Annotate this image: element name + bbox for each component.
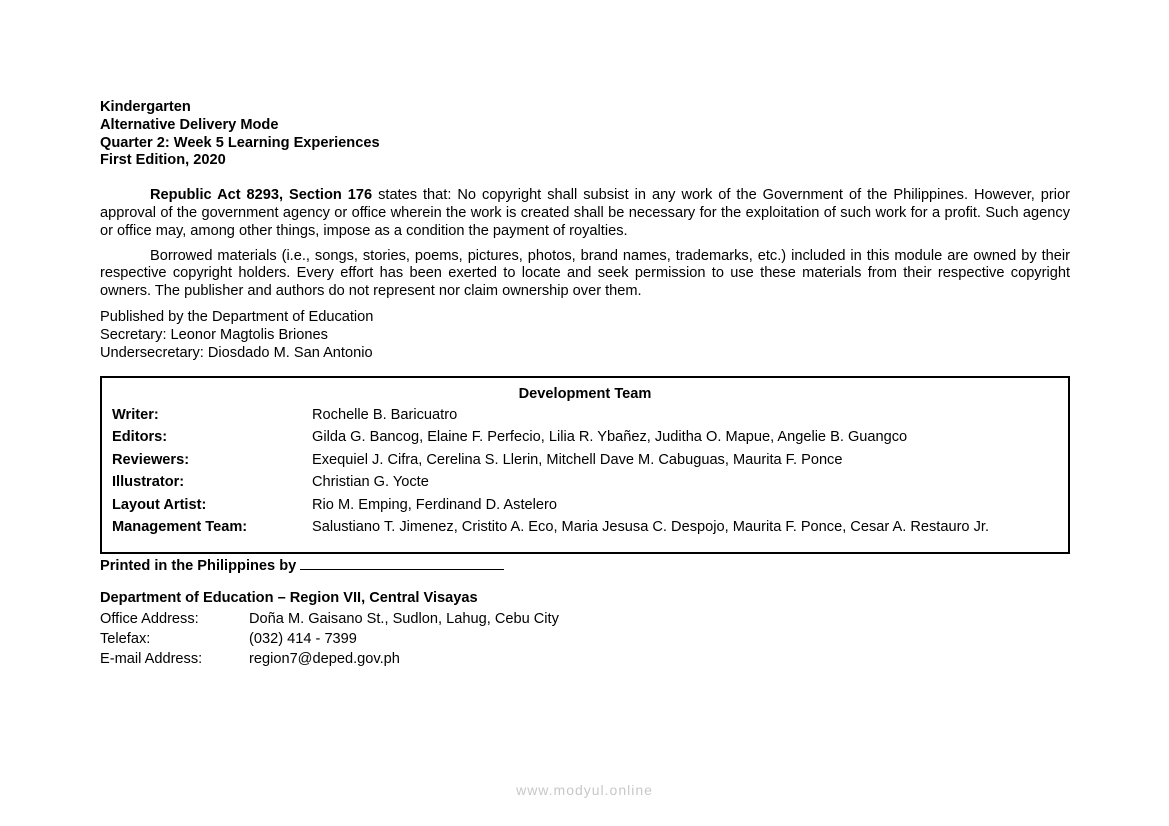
team-names: Christian G. Yocte	[312, 474, 429, 490]
watermark: www.modyul.online	[516, 782, 653, 798]
law-text: states that: No copyright shall subsist in any work of the Government of the Philippines. However, prior approval of the government agency or office wherein the work is created shall be necessary for the exploitation of such work for a profit. Such agency or office may, among other things, impose as a condition the payment of royalties.	[100, 187, 1070, 239]
telefax-label: Telefax:	[100, 631, 151, 647]
team-row-layout-artist	[112, 497, 1052, 517]
secretary: Secretary: Leonor Magtolis Briones	[100, 327, 328, 344]
office-address-value: Doña M. Gaisano St., Sudlon, Lahug, Cebu City	[249, 611, 559, 627]
header-mode: Alternative Delivery Mode	[100, 116, 279, 133]
team-names: Gilda G. Bancog, Elaine F. Perfecio, Lilia R. Ybañez, Juditha O. Mapue, Angelie B. Guangco	[312, 429, 908, 445]
copyright-paragraph	[100, 187, 1070, 240]
team-names: Rio M. Emping, Ferdinand D. Astelero	[312, 497, 557, 513]
document-header	[100, 99, 1070, 170]
team-row-illustrator	[112, 474, 1052, 494]
printer-blank-line	[300, 556, 504, 570]
team-names: Rochelle B. Baricuatro	[312, 407, 458, 423]
law-reference: Republic Act 8293, Section 176	[150, 187, 373, 204]
borrowed-materials-paragraph: Borrowed materials (i.e., songs, stories, poems, pictures, photos, brand names, trademarks, etc.) included in this module are owned by their respective copyright holders. Every effort has been exerted to locate and seek permission to use these materials from their respective copyright owners. The publisher and authors do not represent nor claim ownership over them.	[100, 247, 1070, 300]
team-title: Development Team	[518, 386, 652, 402]
header-grade: Kindergarten	[100, 99, 191, 115]
team-row-management	[112, 519, 1052, 539]
team-role: Illustrator:	[112, 474, 185, 490]
team-role: Reviewers:	[112, 452, 190, 468]
header-edition: First Edition, 2020	[100, 152, 226, 169]
team-names: Exequiel J. Cifra, Cerelina S. Llerin, Mitchell Dave M. Cabuguas, Maurita F. Ponce	[312, 452, 843, 468]
document-body	[100, 99, 1070, 363]
team-row-editors	[112, 429, 1052, 449]
header-quarter: Quarter 2: Week 5 Learning Experiences	[100, 134, 380, 151]
team-role: Layout Artist:	[112, 497, 207, 513]
printed-by-line	[100, 556, 504, 574]
published-by: Published by the Department of Education	[100, 308, 374, 325]
team-names: Salustiano T. Jimenez, Cristito A. Eco, Maria Jesusa C. Despojo, Maurita F. Ponce, Cesar A. Restauro Jr.	[312, 519, 990, 535]
publisher-block	[100, 308, 1070, 363]
region-title: Department of Education – Region VII, Central Visayas	[100, 590, 478, 606]
team-role: Editors:	[112, 429, 168, 445]
team-role: Management Team:	[112, 519, 248, 535]
printed-by-label: Printed in the Philippines by	[100, 558, 297, 574]
undersecretary: Undersecretary: Diosdado M. San Antonio	[100, 345, 373, 362]
telefax-value: (032) 414 - 7399	[249, 631, 357, 647]
team-role: Writer:	[112, 407, 159, 423]
email-value[interactable]: region7@deped.gov.ph	[249, 651, 400, 667]
email-label: E-mail Address:	[100, 651, 203, 667]
team-row-writer	[112, 407, 1052, 427]
development-team-box	[100, 376, 1070, 554]
office-address-label: Office Address:	[100, 611, 199, 627]
team-row-reviewers	[112, 452, 1052, 472]
